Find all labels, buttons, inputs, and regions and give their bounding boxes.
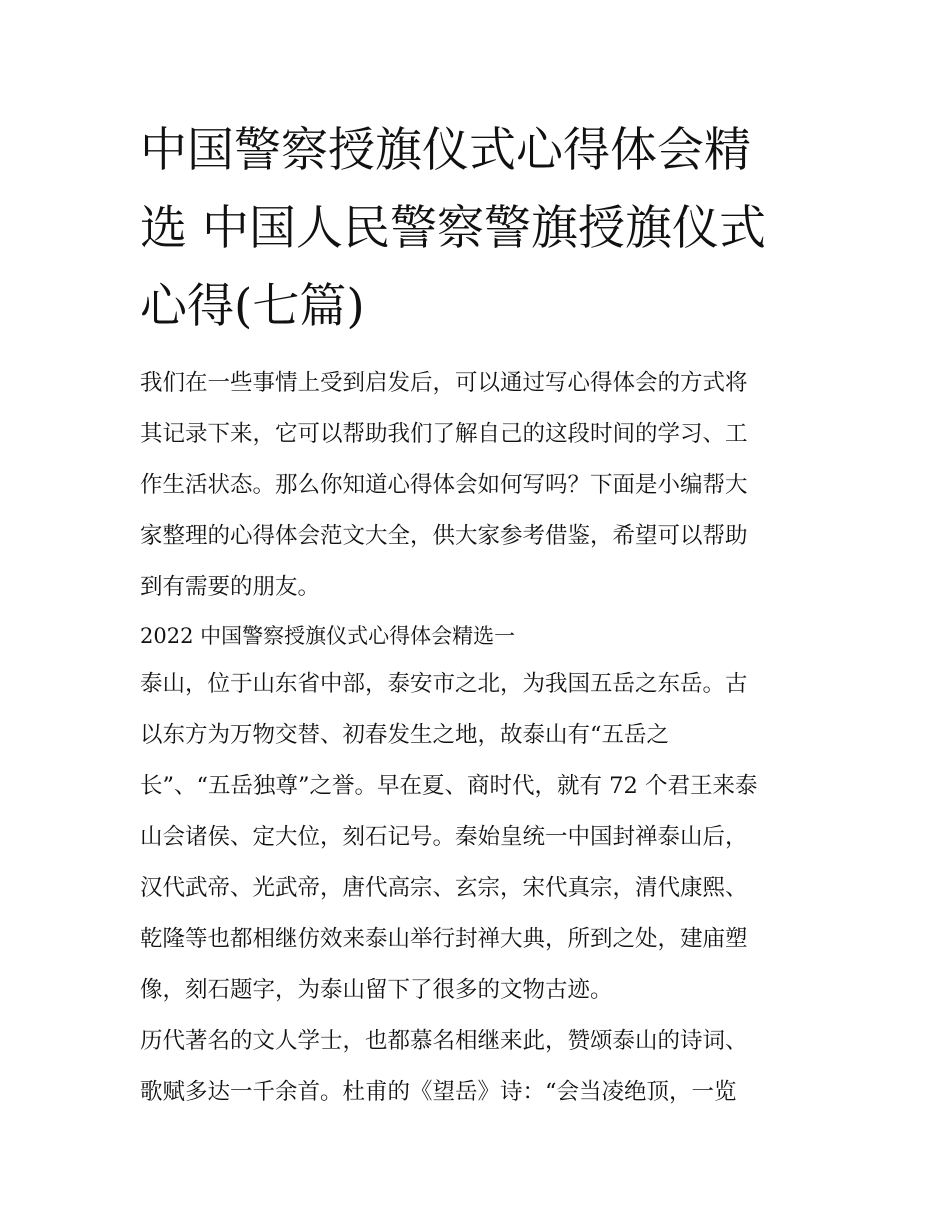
text-line: 历代著名的文人学士，也都慕名相继来此，赞颂泰山的诗词、 [140, 1028, 748, 1054]
text-line: 长”、“五岳独尊”之誉。早在夏、商时代，就有 72 个君王来泰 [140, 773, 758, 799]
title-line: 心得(七篇) [140, 279, 365, 334]
text-line: 到有需要的朋友。 [140, 574, 321, 600]
body-paragraph-2 [140, 1016, 830, 1118]
text-line: 乾隆等也都相继仿效来泰山举行封禅大典，所到之处，建庙塑 [140, 926, 748, 952]
text-line: 作生活状态。那么你知道心得体会如何写吗？下面是小编帮大 [140, 472, 748, 498]
body-paragraph-1 [140, 659, 830, 1016]
text-line: 泰山，位于山东省中部，泰安市之北，为我国五岳之东岳。古 [140, 671, 748, 697]
text-line: 歌赋多达一千余首。杜甫的《望岳》诗：“会当凌绝顶，一览 [140, 1079, 737, 1105]
section-heading [140, 613, 830, 659]
text-line: 山会诸侯、定大位，刻石记号。秦始皇统一中国封禅泰山后， [140, 824, 748, 850]
document-title [140, 112, 820, 346]
text-line: 以东方为万物交替、初春发生之地，故泰山有“五岳之 [140, 722, 670, 748]
title-line: 选 中国人民警察警旗授旗仪式 [140, 201, 766, 256]
document-body [140, 358, 830, 1118]
text-line: 家整理的心得体会范文大全，供大家参考借鉴，希望可以帮助 [140, 523, 748, 549]
text-line: 像，刻石题字，为泰山留下了很多的文物古迹。 [140, 977, 613, 1003]
section-heading-text: 2022 中国警察授旗仪式心得体会精选一 [140, 624, 516, 648]
text-line: 汉代武帝、光武帝，唐代高宗、玄宗，宋代真宗，清代康熙、 [140, 875, 748, 901]
text-line: 其记录下来，它可以帮助我们了解自己的这段时间的学习、工 [140, 421, 748, 447]
title-line: 中国警察授旗仪式心得体会精 [140, 123, 751, 178]
text-line: 我们在一些事情上受到启发后，可以通过写心得体会的方式将 [140, 370, 748, 396]
intro-paragraph [140, 358, 830, 613]
